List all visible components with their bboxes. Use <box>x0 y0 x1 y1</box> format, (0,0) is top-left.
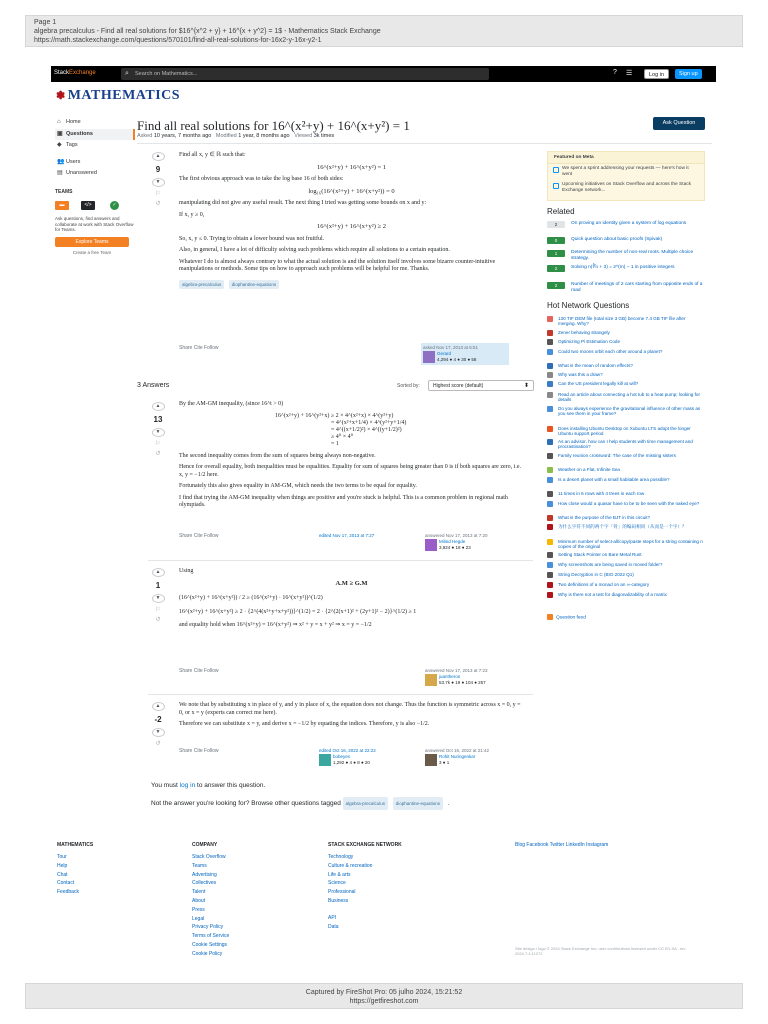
teams-description: Ask questions, find answers and collaborate at work with Stack Overflow for Teams. <box>55 216 134 232</box>
avatar[interactable] <box>423 351 435 363</box>
edit-info <box>317 531 405 553</box>
avatar[interactable] <box>425 539 437 551</box>
topbar <box>51 66 716 82</box>
hot-question-link[interactable]: Minimum number of select-all/copy/paste steps for a string containing n copies of the original <box>558 539 703 550</box>
question-title[interactable]: Find all real solutions for 16^(x²+y) + 16^(x+y²) = 1 <box>137 118 410 133</box>
paragraph: The second inequality comes from the sum of squares being always non-negative. <box>179 452 376 459</box>
hot-question-link[interactable]: Zener behaving strangely <box>558 330 610 335</box>
rss-icon <box>547 614 553 620</box>
footer-link[interactable]: Professional <box>328 889 356 896</box>
site-icon <box>547 582 553 588</box>
help-icon[interactable]: ? <box>613 69 617 76</box>
footer-link[interactable]: Feedback <box>57 889 79 896</box>
downvote-button[interactable]: ▼ <box>152 728 165 737</box>
questions-icon: ▣ <box>57 131 63 137</box>
site-icon <box>547 491 553 497</box>
history-icon[interactable]: ↺ <box>155 741 161 747</box>
hot-question-link[interactable]: 为什么字符不同的两个字「骨」的编码相同（从而是一个字）？ <box>558 524 687 529</box>
page <box>51 66 716 980</box>
footer-col-company <box>192 842 229 959</box>
question-actions[interactable]: Share Cite Follow <box>179 345 219 351</box>
bookmark-icon[interactable]: ⚐ <box>155 191 161 197</box>
login-link[interactable]: log in <box>179 782 196 789</box>
hot-question-link[interactable]: Read an article about connecting a hot tub to a heat pump; looking for details <box>558 392 700 403</box>
hot-question-link[interactable]: Why is there not a test for diagonalizability of a matrix <box>558 592 667 597</box>
hot-question-link[interactable]: Why was this a draw? <box>558 372 603 377</box>
upvote-button[interactable]: ▲ <box>152 702 165 711</box>
related-score: 0 <box>547 237 565 244</box>
user-name[interactable]: Rohit Nuringenkar <box>439 754 476 759</box>
paragraph: manipulating did not give any useful result. The next thing I tried was getting some bounds on x and y: <box>179 200 427 206</box>
page-label: Page 1 <box>34 19 57 26</box>
footer-link[interactable]: Collectives <box>192 880 217 887</box>
footer-heading: STACK EXCHANGE NETWORK <box>328 842 402 848</box>
page-title: algebra precalculus - Find all real solutions for $16^{x^2 + y} + 16^{x + y^2} = 1$ - Mathematics Stack Exchange <box>34 28 381 35</box>
answered-time: answered Nov 17, 2013 at 7:20 <box>425 533 488 538</box>
answer-vote-panel <box>148 402 168 457</box>
fireshot-site[interactable]: https://getfireshot.com <box>349 998 419 1005</box>
hot-question-link[interactable]: Can the US president legally kill at will? <box>558 381 639 386</box>
bookmark-icon[interactable]: ⚐ <box>155 441 161 447</box>
site-icon <box>547 439 553 445</box>
footer-link[interactable]: Terms of Service <box>192 933 230 940</box>
hot-question-link[interactable]: What is the mean of random effects? <box>558 363 633 368</box>
logo-stack-text: Stack <box>54 70 70 76</box>
math-block <box>179 413 524 448</box>
footer-link[interactable]: Stack Overflow <box>192 854 226 860</box>
site-icon <box>547 349 553 355</box>
footer-link[interactable]: Business <box>328 897 349 904</box>
site-icon <box>547 592 553 598</box>
site-icon <box>547 330 553 336</box>
logo-exchange-text: Exchange <box>69 70 96 76</box>
hot-question-link[interactable]: Do you always experience the gravitational influence of other mass as you see them in your frame? <box>558 406 701 417</box>
equation: (16^(x²+y) + 16^(x+y²)) / 2 ≥ (16^(x²+y) · 16^(x+y²))^(1/2) <box>179 595 323 601</box>
history-icon[interactable]: ↺ <box>155 201 161 207</box>
site-footer <box>51 834 716 980</box>
footer-link[interactable]: Legal <box>192 915 205 922</box>
users-icon: 👥 <box>57 159 65 165</box>
answers-count: 3 Answers <box>137 382 170 389</box>
asker-card <box>421 343 509 365</box>
tag-diophantine-equations[interactable]: diophantine-equations <box>393 797 443 810</box>
site-icon <box>547 339 553 345</box>
teams-chat-icon: ▬ <box>55 201 69 210</box>
site-switcher-icon[interactable]: ☰ <box>626 70 633 77</box>
sort-label: Sorted by: <box>397 383 420 389</box>
hot-question-link[interactable]: Two definitions of a monad on an ∞-category <box>558 582 650 587</box>
paragraph: Hence for overall equality, both inequalities must be equalities. Equality for sum of squares being greater than 0 is if both squares are zero, i.e. x, y = −1/2 here. <box>179 464 522 478</box>
hot-question-link[interactable]: String Decryption in C (BIO 2022 Q1) <box>558 572 634 577</box>
answer-actions[interactable]: Share Cite Follow <box>179 748 219 754</box>
comment-icon <box>553 183 559 189</box>
upvote-button[interactable]: ▲ <box>152 402 165 411</box>
viewed-value: 3k times <box>313 133 335 139</box>
meta-item[interactable] <box>548 180 704 196</box>
math-line: ≥ 4⁰ × 4⁰ <box>331 433 353 440</box>
meta-item[interactable] <box>548 164 704 180</box>
mathematics-logo-icon: ✽ <box>56 90 66 102</box>
meta-heading: Featured on Meta <box>548 152 704 164</box>
login-prompt <box>151 782 265 789</box>
editor-card <box>317 746 405 768</box>
teams-check-icon: ✓ <box>110 201 119 210</box>
paragraph: I find that trying the AM-GM inequality when things are positive and you're stuck is helpful. This is a common problem in regional math olympiads. <box>179 494 508 508</box>
answer-divider <box>148 560 533 561</box>
site-icon <box>547 552 553 558</box>
tag-icon: ◆ <box>57 142 62 148</box>
footer-link[interactable]: Advertising <box>192 871 217 878</box>
modified-value[interactable]: 1 year, 8 months ago <box>238 133 290 139</box>
create-team-link[interactable]: Create a free Team <box>72 249 112 255</box>
downvote-button[interactable]: ▼ <box>152 428 165 437</box>
question-body <box>179 152 524 289</box>
answer-divider <box>148 694 533 695</box>
vote-count: 9 <box>155 165 161 174</box>
search-input[interactable] <box>121 68 489 80</box>
footer-link[interactable]: Press <box>192 906 205 913</box>
related-score: 2 <box>547 265 565 272</box>
answerer-card <box>423 666 511 688</box>
answer-body <box>179 401 524 514</box>
sort-value: Highest score (default) <box>433 383 484 389</box>
footer-social-links[interactable]: Blog Facebook Twitter LinkedIn Instagram <box>515 842 609 848</box>
answer-body <box>179 568 524 634</box>
paragraph: If x, y ≥ 0, <box>179 211 205 218</box>
footer-links <box>328 914 402 932</box>
hot-question-link[interactable]: Setting Stack Pointer on Bare Metal Rust <box>558 552 642 557</box>
site-icon <box>547 392 553 398</box>
edited-time[interactable]: edited Oct 16, 2022 at 22:22 <box>319 748 376 753</box>
user-rep: 4,294 ● 4 ● 30 ● 58 <box>437 357 477 362</box>
answered-time: answered Oct 16, 2022 at 21:42 <box>425 748 490 753</box>
user-name[interactable]: Milind Hegde <box>439 539 466 544</box>
vote-count: -2 <box>154 715 162 724</box>
hot-question-link[interactable]: Could two moons orbit each other around a planet? <box>558 349 663 354</box>
footer-links <box>57 853 93 897</box>
tag-diophantine-equations[interactable]: diophantine-equations <box>229 280 279 290</box>
paragraph: Fortunately this also gives equality in AM-GM, which needs the two terms to be equal for equality. <box>179 483 417 489</box>
site-icon <box>547 453 553 459</box>
avatar[interactable] <box>425 754 437 766</box>
paragraph: By the AM-GM inequality, (since 16^t > 0) <box>179 401 284 407</box>
answered-time: answered Nov 17, 2013 at 7:23 <box>425 668 488 673</box>
paragraph: Also, in general, I have a lot of difficulty solving such problems which require all solutions to a certain equation. <box>179 247 450 253</box>
footer-heading: COMPANY <box>192 842 218 848</box>
site-icon <box>547 363 553 369</box>
footer-links <box>192 853 229 959</box>
site-title-text: MATHEMATICS <box>67 88 181 103</box>
site-icon <box>547 562 553 568</box>
math-line: 16^(x²+y) + 16^(y²+x) ≥ 2 × 4^(x²+x) × 4^(y²+y) <box>275 412 394 419</box>
equation: A.M ≥ G.M <box>335 579 368 587</box>
hot-question-link[interactable]: 130 TIF DEM file (total size 3 GB) become 7.4 GB TIF file after merging. Why? <box>558 316 686 327</box>
answerer-card <box>423 746 511 768</box>
browse-text: Not the answer you're looking for? Browse other questions tagged <box>151 800 341 807</box>
login-button[interactable]: Log in <box>644 69 669 79</box>
math-line: = 4^(x²+x+1/4) × 4^(y²+y+1/4) <box>331 419 407 426</box>
hot-question-link[interactable]: Weather on a Flat, Infinite Sea <box>558 467 620 472</box>
related-score: 2 <box>547 221 565 228</box>
browse-end: . <box>447 800 450 807</box>
nav-label: Questions <box>66 131 93 137</box>
avatar[interactable] <box>425 674 437 686</box>
math-line: = 4^((x+1/2)²) × 4^((y+1/2)²) <box>331 426 402 433</box>
site-icon <box>547 501 553 507</box>
chevron-down-icon: ⬍ <box>523 383 529 389</box>
browse-prompt <box>151 797 491 810</box>
nav-label: Users <box>66 159 81 165</box>
nav-home[interactable] <box>55 118 135 129</box>
footer-link[interactable]: Data <box>328 923 339 930</box>
nav-questions[interactable] <box>55 129 135 140</box>
asked-value: 10 years, 7 months ago <box>153 133 212 139</box>
user-name[interactable]: bobeyes <box>333 754 351 759</box>
footer-col-mathematics <box>57 842 93 897</box>
featured-on-meta <box>547 151 705 201</box>
meta-item-text: We spent a sprint addressing your requests — here's how it went <box>562 166 689 177</box>
hot-question-link[interactable]: 11 times in 6 rows with 4 trees in each row <box>558 491 645 496</box>
fireshot-header <box>25 15 743 47</box>
vote-count: 13 <box>153 415 163 424</box>
downvote-button[interactable]: ▼ <box>152 594 165 603</box>
footer-link[interactable]: Chat <box>57 871 68 878</box>
footer-link[interactable]: Contact <box>57 880 75 887</box>
hot-question-link[interactable]: Family reunion crossword: The case of the missing sisters <box>558 453 676 458</box>
footer-col-network <box>328 842 402 931</box>
nav-users[interactable] <box>55 157 135 168</box>
search-icon: ⌕ <box>125 70 129 77</box>
paragraph: So, x, y ≤ 0. Trying to obtain a lower bound was not fruitful. <box>179 235 325 242</box>
site-icon <box>547 572 553 578</box>
question-feed-link[interactable] <box>547 614 586 620</box>
asked-time: asked Nov 17, 2013 at 6:51 <box>423 345 479 350</box>
edited-time[interactable]: edited Nov 17, 2013 at 7:27 <box>319 533 375 538</box>
upvote-button[interactable]: ▲ <box>152 568 165 577</box>
related-link[interactable]: Number of meetings of 2 cars starting from opposite ends of a road <box>571 282 703 293</box>
stackexchange-logo[interactable] <box>54 70 96 76</box>
teams-heading: TEAMS <box>55 189 73 195</box>
teams-illustration <box>55 200 135 214</box>
nav-label: Home <box>66 119 81 125</box>
login-suffix: to answer this question. <box>197 782 266 789</box>
unanswered-icon: ▤ <box>57 170 63 176</box>
history-icon[interactable]: ↺ <box>155 617 161 623</box>
site-icon <box>547 477 553 483</box>
question-tags <box>179 280 524 290</box>
nav-tags[interactable] <box>55 140 135 151</box>
related-score: 1 <box>547 250 565 257</box>
fireshot-footer <box>25 983 743 1009</box>
site-icon <box>547 406 553 412</box>
answer-vote-panel <box>148 702 168 747</box>
login-prefix: You must <box>151 782 178 789</box>
site-icon <box>547 515 553 521</box>
hot-question-link[interactable]: How close would a quasar have to be to be seen with the naked eye? <box>558 501 700 506</box>
paragraph: Find all x, y ∈ ℝ such that: <box>179 152 246 158</box>
footer-links <box>328 853 402 906</box>
site-icon <box>547 426 553 432</box>
math-line: = 1 <box>331 440 339 447</box>
user-rep: 3,924 ● 18 ● 23 <box>439 545 471 550</box>
user-rep: 1,292 ● 4 ● 8 ● 20 <box>333 760 370 765</box>
footer-link[interactable]: Teams <box>192 862 207 869</box>
user-name[interactable]: juantheron <box>439 674 461 679</box>
site-icon <box>547 524 553 530</box>
footer-link[interactable]: About <box>192 897 206 904</box>
sort-select[interactable] <box>428 380 534 391</box>
copyright: Site design / logo © 2024 Stack Exchange Inc; user contributions licensed under CC BY-SA . rev 2024.7.4.11272 <box>515 946 686 956</box>
history-icon[interactable]: ↺ <box>155 451 161 457</box>
answer-body <box>179 702 524 733</box>
footer-link[interactable]: Technology <box>328 854 354 860</box>
footer-link[interactable]: Life & arts <box>328 871 351 878</box>
hot-question-link[interactable]: Does installing Ubuntu Desktop on Xubuntu LTS adopt the longer Ubuntu support period <box>558 426 691 437</box>
related-link[interactable]: On proving an identity given a system of log equations <box>571 221 687 226</box>
equation: 16^(x²+y) + 16^(x+y²) ≥ 2 · {2^(4(x²+y+x+y²))}^(1/2) = 2 · {2^(2(x+1)² + (2y+1)² − 2)}^(1/2) ≥ 1 <box>179 608 417 615</box>
left-sidebar <box>55 118 135 255</box>
question-vote-panel <box>148 152 168 207</box>
answerer-card <box>423 531 511 553</box>
nav-label: Unanswered <box>66 170 97 176</box>
footer-link[interactable]: Culture & recreation <box>328 862 373 869</box>
search-placeholder: Search on Mathematics... <box>135 71 198 77</box>
feed-label: Question feed <box>556 615 586 621</box>
paragraph: and equality hold when 16^(x²+y) = 16^(x+y²) ⇒ x² + y = x + y² ⇒ x = y = −1/2 <box>179 622 372 628</box>
teams-code-icon: </> <box>81 201 95 210</box>
footer-link[interactable]: Science <box>328 880 346 887</box>
site-icon <box>547 372 553 378</box>
related-link[interactable]: Quick question about basic proofs (Spivak) <box>571 237 663 242</box>
vote-count: 1 <box>155 581 161 590</box>
site-icon <box>547 381 553 387</box>
hot-question-link[interactable]: Why screenshots are being saved in moved folder? <box>558 562 663 567</box>
upvote-button[interactable]: ▲ <box>152 152 165 161</box>
answer-actions[interactable]: Share Cite Follow <box>179 533 219 539</box>
page-url: https://math.stackexchange.com/questions/570101/find-all-real-solutions-for-16x2-y-16x-y2-1 <box>34 37 322 44</box>
bookmark-icon[interactable]: ⚐ <box>155 607 161 613</box>
footer-link[interactable]: API <box>328 914 337 921</box>
downvote-button[interactable]: ▼ <box>152 178 165 187</box>
paragraph: Therefore we can substitute x = y, and derive x = −1/2 by equating the indices. Therefore, y is also −1/2. <box>179 721 430 727</box>
site-icon <box>547 316 553 322</box>
tag-algebra-precalculus[interactable]: algebra-precalculus <box>179 280 224 290</box>
viewed-label: Viewed <box>294 133 313 139</box>
site-logo[interactable] <box>56 88 180 104</box>
hot-question-link[interactable]: What is the purpose of the BJT in this circuit? <box>558 515 651 520</box>
related-link[interactable]: Determining the number of non-real roots. Multiple choice strategy. <box>571 250 694 261</box>
paragraph: The first obvious approach was to take the log base 16 of both sides: <box>179 176 344 182</box>
equation: 16^(x²+y) + 16^(x+y²) = 1 <box>316 163 387 171</box>
title-divider <box>137 143 712 144</box>
paragraph: We note that by substituting x in place of y, and y in place of x, the equation does not change. Thus the function is symmetric across x = 0, y = 0, or x = y (experts can correct me here). <box>179 702 521 716</box>
footer-link[interactable]: Privacy Policy <box>192 924 224 931</box>
signup-button[interactable]: Sign up <box>675 69 702 79</box>
answer-actions[interactable]: Share Cite Follow <box>179 668 219 674</box>
equation: 16^(x²+y) + 16^(x+y²) ≥ 2 <box>317 223 386 230</box>
site-icon <box>547 539 553 545</box>
footer-link[interactable]: Help <box>57 862 68 869</box>
nav-label: Tags <box>66 142 78 148</box>
user-name[interactable]: Gerard <box>437 351 452 356</box>
footer-link[interactable]: Cookie Settings <box>192 941 228 948</box>
avatar[interactable] <box>319 754 331 766</box>
footer-heading: MATHEMATICS <box>57 842 94 848</box>
modified-label: Modified <box>215 133 237 139</box>
related-score: 2 <box>547 282 565 289</box>
asked-label: Asked <box>137 133 153 139</box>
ask-question-button[interactable]: Ask Question <box>653 117 705 130</box>
hot-question-link[interactable]: Optimizing Pi Estimation Code <box>558 339 621 344</box>
site-icon <box>547 467 553 473</box>
home-icon: ⌂ <box>57 119 61 125</box>
question-meta <box>137 133 334 139</box>
nav-unanswered[interactable] <box>55 168 135 179</box>
equation: log₁₆(16^(x²+y) + 16^(x+y²)) = 0 <box>308 187 395 195</box>
paragraph: Whatever I do is almost always contrary to what the actual solution is and the solution itself involves some bizarre counter-intuitive manipulations or methods. Some tips on how to approach such problems will be helpful for me. Thanks. <box>179 258 496 272</box>
answer-vote-panel <box>148 568 168 623</box>
user-rep: 3 ● 1 <box>439 760 450 765</box>
hot-question-link[interactable]: As an advisor, how can I help students with time management and procrastination? <box>558 439 693 450</box>
explore-teams-button[interactable]: Explore Teams <box>55 237 129 247</box>
related-heading: Related <box>547 207 575 216</box>
paragraph: Using <box>179 568 194 574</box>
related-link[interactable]: Solving n(∛n + 3) = 2^(m) − 1 in positive integers <box>571 265 675 270</box>
hot-network-heading: Hot Network Questions <box>547 301 630 310</box>
hot-question-link[interactable]: Is a desert planet with a small habitable area possible? <box>558 477 670 482</box>
capture-info: Captured by FireShot Pro: 05 julho 2024, 15:21:52 <box>305 989 463 996</box>
footer-link[interactable]: Talent <box>192 889 206 896</box>
user-rep: 53.7k ● 19 ● 104 ● 257 <box>439 680 486 685</box>
meta-item-text: Upcoming initiatives on Stack Overflow and across the Stack Exchange network... <box>562 182 692 193</box>
footer-link[interactable]: Cookie Policy <box>192 950 223 957</box>
tag-algebra-precalculus[interactable]: algebra-precalculus <box>343 797 388 810</box>
footer-link[interactable]: Tour <box>57 854 67 860</box>
comment-icon <box>553 167 559 173</box>
